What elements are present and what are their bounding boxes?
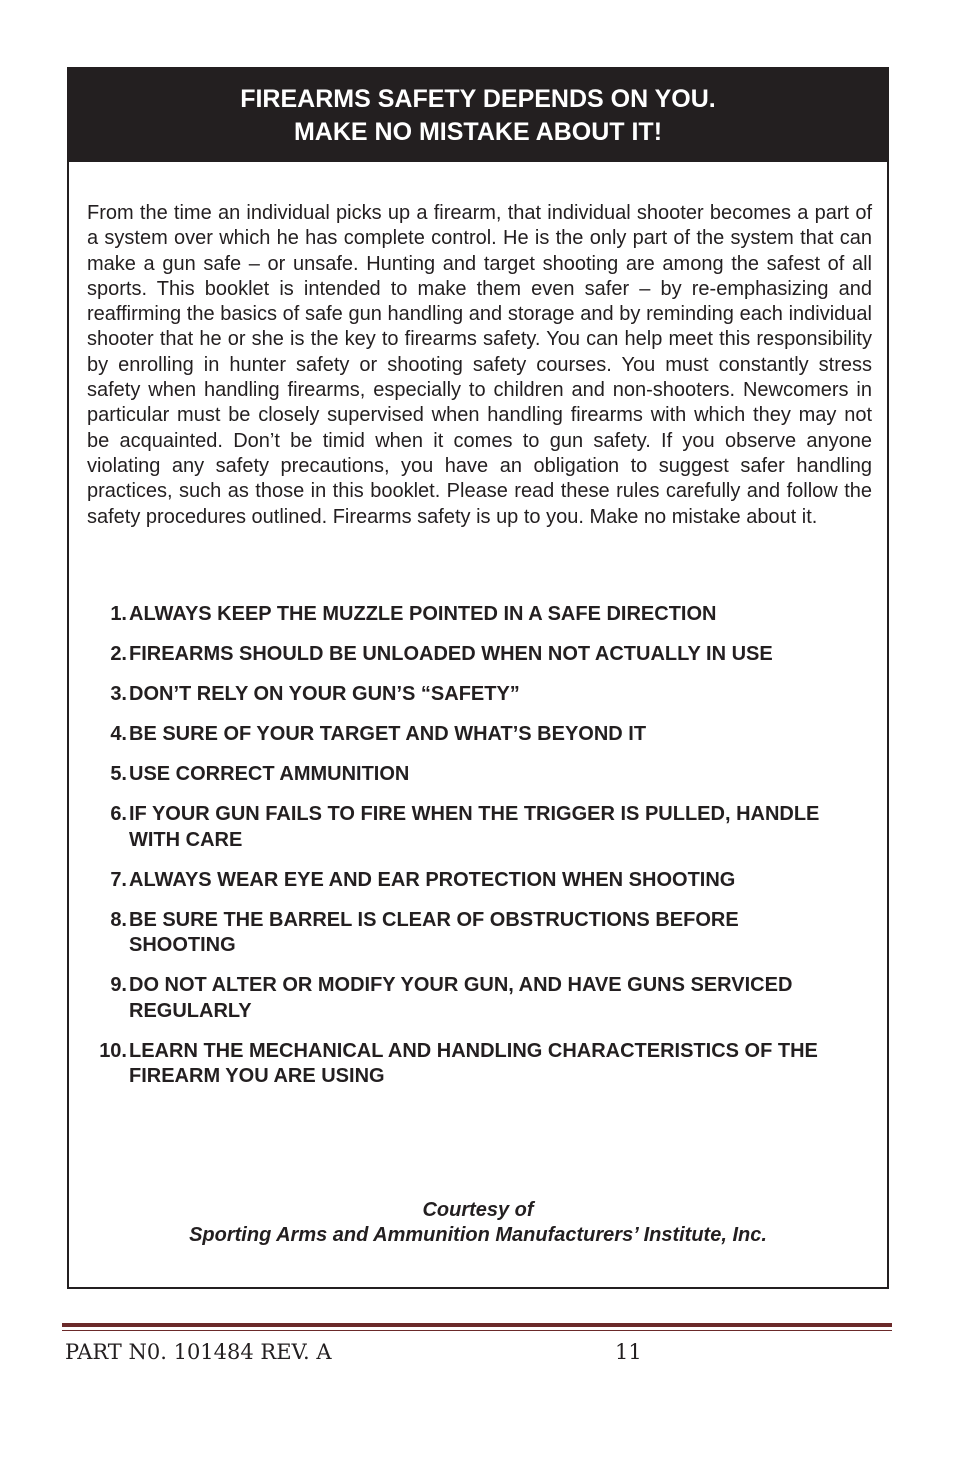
list-item: 9. DO NOT ALTER OR MODIFY YOUR GUN, AND HAVE GUNS SERVICED REGULARLY [110,974,793,1022]
list-item: 3. DON’T RELY ON YOUR GUN’S “SAFETY” [110,683,520,705]
intro-paragraph: From the time an individual picks up a firearm, that individual shooter becomes a part of a system over which he has complete control. He is the only part of the system that can make a gun safe – or unsafe. Hunting and target shooting are among the safest of all sports. This booklet is intended to make them even safer – by re-emphasizing and reaffirming the basics of safe gun handling and storage and by reminding each individual shooter that he or she is the key to firearms safety. You can help meet this responsibility by enrolling in hunter safety or shooting safety courses. You must constantly stress safety when handling firearms, especially to children and non-shooters. Newcomers in particular must be closely supervised when handling firearms with which they may not be acquainted. Don’t be timid when it comes to gun safety. If you observe anyone violating any safety precautions, you have an obligation to suggest safer handling practices, such as those in this booklet. Please read these rules carefully and follow the safety procedures outlined. Firearms safety is up to you. Make no mistake about it. [87,202,872,528]
header-line-1: FIREARMS SAFETY DEPENDS ON YOU. [240,84,716,113]
courtesy-label: Courtesy of [422,1199,534,1221]
list-item: 8. BE SURE THE BARREL IS CLEAR OF OBSTRUCTIONS BEFORE SHOOTING [110,908,739,956]
footer-rule-thin [62,1330,892,1331]
courtesy-organization: Sporting Arms and Ammunition Manufacturers’ Institute, Inc. [189,1224,767,1246]
safety-box [67,67,889,1289]
header-line-2: MAKE NO MISTAKE ABOUT IT! [293,117,663,146]
page-number: 11 [615,1340,642,1364]
list-item: 2. FIREARMS SHOULD BE UNLOADED WHEN NOT ACTUALLY IN USE [110,643,773,665]
list-item: 10. LEARN THE MECHANICAL AND HANDLING CHARACTERISTICS OF THE FIREARM YOU ARE USING [99,1039,818,1087]
list-item: 6. IF YOUR GUN FAILS TO FIRE WHEN THE TRIGGER IS PULLED, HANDLE WITH CARE [110,803,820,851]
list-item: 4. BE SURE OF YOUR TARGET AND WHAT’S BEYOND IT [110,723,647,745]
safety-rules-list [89,602,849,1104]
part-number: PART N0. 101484 REV. A [65,1340,332,1364]
list-item: 1. ALWAYS KEEP THE MUZZLE POINTED IN A SAFE DIRECTION [110,603,717,625]
list-item: 7. ALWAYS WEAR EYE AND EAR PROTECTION WHEN SHOOTING [110,868,736,891]
list-item: 5. USE CORRECT AMMUNITION [110,763,410,785]
safety-header [69,69,887,162]
footer-rule-thick [62,1323,892,1327]
